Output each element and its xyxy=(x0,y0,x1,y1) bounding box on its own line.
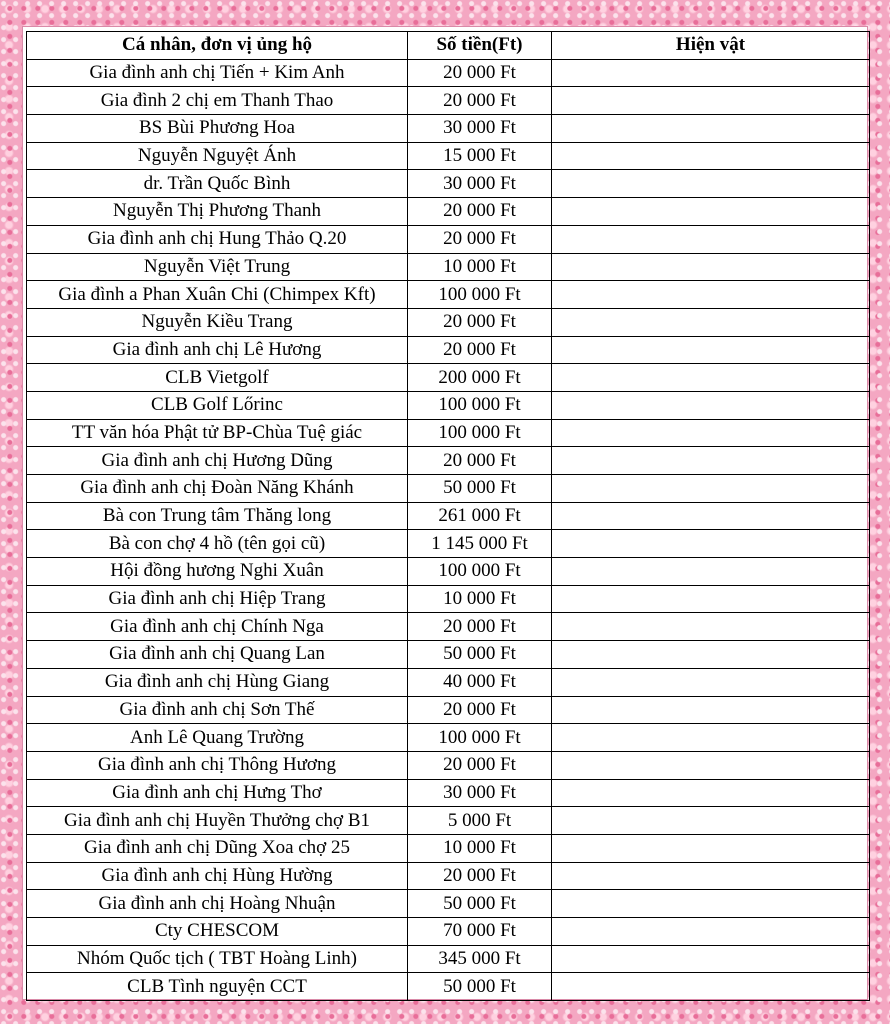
table-row xyxy=(27,142,870,170)
header-donor: Cá nhân, đơn vị ủng hộ xyxy=(27,32,408,60)
goods-cell xyxy=(552,779,870,807)
donor-cell: Nguyễn Nguyệt Ánh xyxy=(27,142,408,170)
table-row xyxy=(27,198,870,226)
amount-cell: 20 000 Ft xyxy=(408,59,552,87)
goods-cell xyxy=(552,945,870,973)
goods-cell xyxy=(552,558,870,586)
amount-cell: 100 000 Ft xyxy=(408,391,552,419)
table-row xyxy=(27,502,870,530)
table-row xyxy=(27,834,870,862)
donor-cell: Gia đình anh chị Đoàn Năng Khánh xyxy=(27,475,408,503)
amount-cell: 50 000 Ft xyxy=(408,973,552,1001)
table-row xyxy=(27,945,870,973)
amount-cell: 1 145 000 Ft xyxy=(408,530,552,558)
amount-cell: 5 000 Ft xyxy=(408,807,552,835)
amount-cell: 70 000 Ft xyxy=(408,918,552,946)
table-row xyxy=(27,668,870,696)
goods-cell xyxy=(552,225,870,253)
table-row xyxy=(27,530,870,558)
amount-cell: 20 000 Ft xyxy=(408,613,552,641)
table-row xyxy=(27,779,870,807)
goods-cell xyxy=(552,391,870,419)
donor-cell: dr. Trần Quốc Bình xyxy=(27,170,408,198)
table-row xyxy=(27,59,870,87)
donation-sheet xyxy=(22,26,868,1000)
amount-cell: 100 000 Ft xyxy=(408,724,552,752)
amount-cell: 20 000 Ft xyxy=(408,751,552,779)
goods-cell xyxy=(552,807,870,835)
table-row xyxy=(27,336,870,364)
goods-cell xyxy=(552,253,870,281)
amount-cell: 30 000 Ft xyxy=(408,170,552,198)
donor-cell: Gia đình anh chị Tiến + Kim Anh xyxy=(27,59,408,87)
goods-cell xyxy=(552,641,870,669)
donor-cell: Nhóm Quốc tịch ( TBT Hoàng Linh) xyxy=(27,945,408,973)
donor-cell: Gia đình anh chị Hùng Hường xyxy=(27,862,408,890)
donor-cell: Gia đình anh chị Hưng Thơ xyxy=(27,779,408,807)
amount-cell: 30 000 Ft xyxy=(408,779,552,807)
donor-cell: CLB Tình nguyện CCT xyxy=(27,973,408,1001)
amount-cell: 20 000 Ft xyxy=(408,447,552,475)
amount-cell: 50 000 Ft xyxy=(408,475,552,503)
donor-cell: Nguyễn Việt Trung xyxy=(27,253,408,281)
donor-cell: Gia đình 2 chị em Thanh Thao xyxy=(27,87,408,115)
amount-cell: 100 000 Ft xyxy=(408,419,552,447)
table-row xyxy=(27,391,870,419)
goods-cell xyxy=(552,834,870,862)
amount-cell: 261 000 Ft xyxy=(408,502,552,530)
amount-cell: 10 000 Ft xyxy=(408,585,552,613)
table-row xyxy=(27,308,870,336)
goods-cell xyxy=(552,198,870,226)
amount-cell: 20 000 Ft xyxy=(408,308,552,336)
goods-cell xyxy=(552,59,870,87)
table-row xyxy=(27,973,870,1001)
table-row xyxy=(27,890,870,918)
table-row xyxy=(27,364,870,392)
goods-cell xyxy=(552,308,870,336)
donor-cell: Gia đình anh chị Quang Lan xyxy=(27,641,408,669)
donor-cell: Gia đình anh chị Hùng Giang xyxy=(27,668,408,696)
goods-cell xyxy=(552,696,870,724)
table-row xyxy=(27,696,870,724)
table-row xyxy=(27,751,870,779)
table-row xyxy=(27,281,870,309)
donor-cell: CLB Vietgolf xyxy=(27,364,408,392)
goods-cell xyxy=(552,281,870,309)
table-row xyxy=(27,253,870,281)
donor-cell: Cty CHESCOM xyxy=(27,918,408,946)
goods-cell xyxy=(552,530,870,558)
header-goods: Hiện vật xyxy=(552,32,870,60)
amount-cell: 15 000 Ft xyxy=(408,142,552,170)
goods-cell xyxy=(552,751,870,779)
table-row xyxy=(27,807,870,835)
donor-cell: Gia đình anh chị Huyền Thưởng chợ B1 xyxy=(27,807,408,835)
donor-cell: Gia đình anh chị Hiệp Trang xyxy=(27,585,408,613)
amount-cell: 20 000 Ft xyxy=(408,862,552,890)
amount-cell: 10 000 Ft xyxy=(408,253,552,281)
goods-cell xyxy=(552,585,870,613)
amount-cell: 50 000 Ft xyxy=(408,890,552,918)
donor-cell: BS Bùi Phương Hoa xyxy=(27,115,408,143)
donor-cell: Anh Lê Quang Trường xyxy=(27,724,408,752)
amount-cell: 20 000 Ft xyxy=(408,696,552,724)
donor-cell: Gia đình anh chị Hung Thảo Q.20 xyxy=(27,225,408,253)
amount-cell: 100 000 Ft xyxy=(408,558,552,586)
amount-cell: 20 000 Ft xyxy=(408,87,552,115)
table-row xyxy=(27,447,870,475)
donor-cell: Gia đình anh chị Hương Dũng xyxy=(27,447,408,475)
donor-cell: Bà con Trung tâm Thăng long xyxy=(27,502,408,530)
goods-cell xyxy=(552,364,870,392)
header-row xyxy=(27,32,870,60)
table-row xyxy=(27,87,870,115)
donor-cell: Gia đình anh chị Sơn Thế xyxy=(27,696,408,724)
goods-cell xyxy=(552,475,870,503)
table-row xyxy=(27,862,870,890)
header-amount: Số tiền(Ft) xyxy=(408,32,552,60)
goods-cell xyxy=(552,87,870,115)
table-row xyxy=(27,641,870,669)
goods-cell xyxy=(552,973,870,1001)
goods-cell xyxy=(552,336,870,364)
table-row xyxy=(27,170,870,198)
amount-cell: 100 000 Ft xyxy=(408,281,552,309)
donation-rows xyxy=(27,59,870,1000)
goods-cell xyxy=(552,724,870,752)
goods-cell xyxy=(552,502,870,530)
goods-cell xyxy=(552,419,870,447)
donor-cell: Gia đình anh chị Chính Nga xyxy=(27,613,408,641)
donor-cell: CLB Golf Lőrinc xyxy=(27,391,408,419)
goods-cell xyxy=(552,447,870,475)
table-row xyxy=(27,585,870,613)
table-row xyxy=(27,225,870,253)
donation-table xyxy=(26,31,870,1001)
donor-cell: Nguyễn Thị Phương Thanh xyxy=(27,198,408,226)
donor-cell: Gia đình anh chị Dũng Xoa chợ 25 xyxy=(27,834,408,862)
donor-cell: TT văn hóa Phật tử BP-Chùa Tuệ giác xyxy=(27,419,408,447)
goods-cell xyxy=(552,613,870,641)
amount-cell: 200 000 Ft xyxy=(408,364,552,392)
donor-cell: Gia đình anh chị Lê Hương xyxy=(27,336,408,364)
amount-cell: 20 000 Ft xyxy=(408,198,552,226)
donor-cell: Gia đình anh chị Thông Hương xyxy=(27,751,408,779)
amount-cell: 10 000 Ft xyxy=(408,834,552,862)
amount-cell: 30 000 Ft xyxy=(408,115,552,143)
table-row xyxy=(27,558,870,586)
amount-cell: 50 000 Ft xyxy=(408,641,552,669)
amount-cell: 20 000 Ft xyxy=(408,336,552,364)
goods-cell xyxy=(552,890,870,918)
donor-cell: Hội đồng hương Nghi Xuân xyxy=(27,558,408,586)
table-row xyxy=(27,115,870,143)
goods-cell xyxy=(552,170,870,198)
table-row xyxy=(27,724,870,752)
donor-cell: Bà con chợ 4 hồ (tên gọi cũ) xyxy=(27,530,408,558)
donor-cell: Nguyễn Kiều Trang xyxy=(27,308,408,336)
table-row xyxy=(27,918,870,946)
donor-cell: Gia đình a Phan Xuân Chi (Chimpex Kft) xyxy=(27,281,408,309)
amount-cell: 20 000 Ft xyxy=(408,225,552,253)
goods-cell xyxy=(552,142,870,170)
amount-cell: 345 000 Ft xyxy=(408,945,552,973)
amount-cell: 40 000 Ft xyxy=(408,668,552,696)
goods-cell xyxy=(552,115,870,143)
goods-cell xyxy=(552,668,870,696)
donor-cell: Gia đình anh chị Hoàng Nhuận xyxy=(27,890,408,918)
table-row xyxy=(27,475,870,503)
table-row xyxy=(27,613,870,641)
table-row xyxy=(27,419,870,447)
goods-cell xyxy=(552,918,870,946)
goods-cell xyxy=(552,862,870,890)
